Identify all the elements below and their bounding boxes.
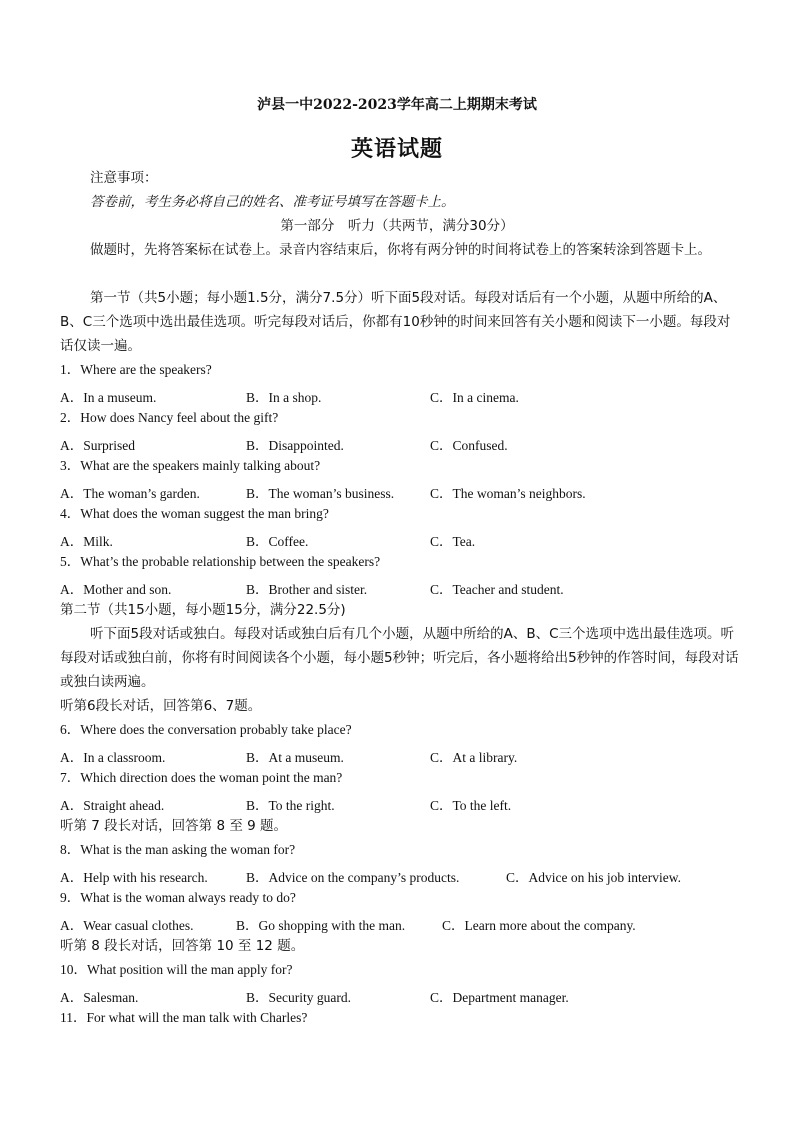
question-3: 3．What are the speakers mainly talking about? [60,458,321,473]
q5-option-a: A．Mother and son. [60,582,172,597]
question-8: 8．What is the man asking the woman for? [60,842,296,857]
question-1: 1．Where are the speakers? [60,362,212,377]
q9-option-a: A．Wear casual clothes. [60,918,194,933]
q6-option-b: B．At a museum. [246,750,344,765]
dialog6-intro: 听第6段长对话，回答第6、7题。 [60,698,262,714]
notice-label: 注意事项： [90,170,158,186]
question-11: 11．For what will the man talk with Charles? [60,1010,308,1025]
q6-option-a: A．In a classroom. [60,750,166,765]
q1-option-c: C．In a cinema. [430,390,519,405]
q10-option-b: B．Security guard. [246,990,351,1005]
q3-option-b: B．The woman’s business. [246,486,395,501]
section1-instruction: 第一节（共5小题；每小题1.5分，满分7.5分）听下面5段对话。每段对话后有一个小题，从题中所给的A、B、C三个选项中选出最佳选项。听完每段对话后，你都有10秒钟的时间来回答有关小题和阅读下一小题。每段对话仅读一遍。 [60,290,731,354]
q7-option-b: B．To the right. [246,798,335,813]
q6-option-c: C．At a library. [430,750,518,765]
q2-option-a: A．Surprised [60,438,135,453]
q9-option-b: B．Go shopping with the man. [236,918,406,933]
question-5: 5．What’s the probable relationship between the speakers? [60,554,381,569]
notice-text: 答卷前，考生务必将自己的姓名、准考证号填写在答题卡上。 [90,194,455,210]
question-6: 6．Where does the conversation probably take place? [60,722,352,737]
question-7: 7．Which direction does the woman point the man? [60,770,343,785]
q2-option-c: C．Confused. [430,438,508,453]
question-2: 2．How does Nancy feel about the gift? [60,410,279,425]
q7-option-c: C．To the left. [430,798,512,813]
question-9: 9．What is the woman always ready to do? [60,890,296,905]
q7-option-a: A．Straight ahead. [60,798,165,813]
q5-option-b: B．Brother and sister. [246,582,368,597]
question-4: 4．What does the woman suggest the man bring? [60,506,329,521]
q8-option-c: C．Advice on his job interview. [506,870,681,885]
q4-option-c: C．Tea. [430,534,476,549]
q8-option-a: A．Help with his research. [60,870,208,885]
q10-option-a: A．Salesman. [60,990,139,1005]
school-exam-title: 泸县一中2022-2023学年高二上期期末考试 [257,97,537,113]
dialog8-intro: 听第 8 段长对话，回答第 10 至 12 题。 [60,938,305,954]
dialog7-intro: 听第 7 段长对话，回答第 8 至 9 题。 [60,818,288,834]
q8-option-b: B．Advice on the company’s products. [246,870,460,885]
section2-instruction: 听下面5段对话或独白。每段对话或独白后有几个小题，从题中所给的A、B、C三个选项中选出最佳选项。听每段对话或独白前，你将有时间阅读各个小题，每小题5秒钟；听完后，各小题将给出5秒钟的作答时间，每段对话或独白读两遍。 [60,626,739,690]
subject-title: 英语试题 [350,136,443,162]
q4-option-b: B．Coffee. [246,534,309,549]
q2-option-b: B．Disappointed. [246,438,344,453]
q1-option-b: B．In a shop. [246,390,322,405]
part1-instruction: 做题时，先将答案标在试卷上。录音内容结束后，你将有两分钟的时间将试卷上的答案转涂到答题卡上。 [90,242,711,258]
part1-heading: 第一部分 听力（共两节，满分30分） [280,218,514,234]
section2-heading: 第二节（共15小题，每小题15分，满分22.5分) [60,602,346,618]
q1-option-a: A．In a museum. [60,390,157,405]
q3-option-c: C．The woman’s neighbors. [430,486,586,501]
q5-option-c: C．Teacher and student. [430,582,564,597]
question-10: 10．What position will the man apply for? [60,962,293,977]
q4-option-a: A．Milk. [60,534,113,549]
q10-option-c: C．Department manager. [430,990,569,1005]
q3-option-a: A．The woman’s garden. [60,486,200,501]
q9-option-c: C．Learn more about the company. [442,918,636,933]
